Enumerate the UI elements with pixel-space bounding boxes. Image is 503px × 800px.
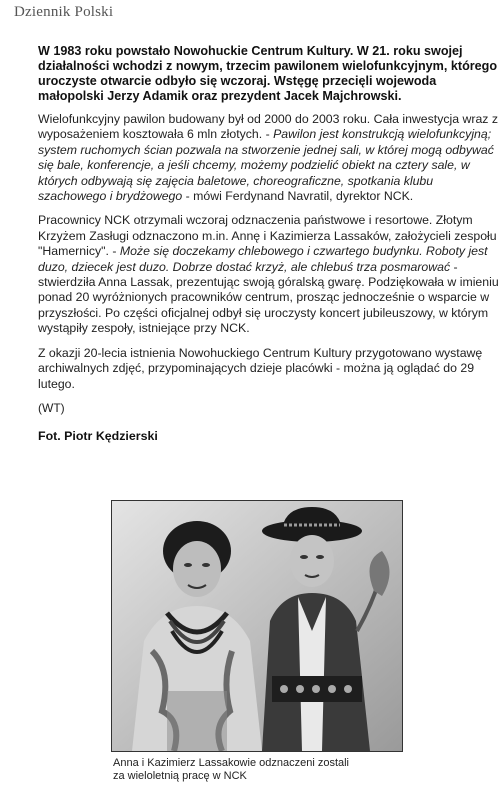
paragraph-exhibition: Z okazji 20-lecia istnienia Nowohuckiego Centrum Kultury przygotowano wystawę archiwalnych zdjęć, przypominających dzieje placówki - można ją oglądać do 29 lutego. (38, 345, 483, 391)
newspaper-masthead: Dziennik Polski (14, 4, 114, 20)
pavilion-intro: Wielofunkcyjny pawilon budowany był od 2000 do 2003 roku. Cała inwestycja wraz z wyposażeniem kosztowała 6 mln złotych. - (38, 112, 499, 142)
paragraph-pavilion (38, 112, 500, 204)
paragraph-awards (38, 213, 500, 336)
photo-caption: Anna i Kazimierz Lassakowie odznaczeni zostali za wieloletnią pracę w NCK (113, 757, 350, 782)
awards-quote: Może się doczekamy chlebowego i czwartego budynku. Roboty jest duzo, dziecek jest duzo. Dobrze dostać krzyż, ale chlebuś trza posmarować (38, 244, 488, 274)
photo-credit: Fot. Piotr Kędzierski (38, 428, 158, 443)
awards-rest: - stwierdziła Anna Lassak, prezentując swoją góralską gwarę. Podziękowała w imieniu ponad 20 wyróżnionych pracowników centrum, prosząc jednocześnie o wsparcie w przyszłości. Po części oficjalnej odbył się uroczysty koncert jubileuszowy, w którym wystąpiły zespoły, istniejące przy NCK. (38, 259, 499, 336)
article-body (38, 44, 500, 443)
photo-couple (111, 500, 403, 752)
pavilion-attribution: - mówi Ferdynand Navratil, dyrektor NCK. (182, 189, 414, 204)
awards-intro: Pracownicy NCK otrzymali wczoraj odznaczenia państwowe i resortowe. Złotym Krzyżem Zasługi odznaczono m.in. Annę i Kazimierza Lassaków, założycieli zespołu "Hamernicy". - (38, 213, 497, 259)
article-lead: W 1983 roku powstało Nowohuckie Centrum Kultury. W 21. roku swojej działalności wchodzi z nowym, trzecim pawilonem wielofunkcyjnym, którego uroczyste otwarcie odbyło się wczoraj. Wstęgę przecięli wojewoda małopolski Jerzy Adamik oraz prezydent Jacek Majchrowski. (38, 44, 498, 103)
pavilion-quote: Pawilon jest konstrukcją wielofunkcyjną; system ruchomych ścian pozwala na stworzenie jednej sali, w której mogą odbywać się bale, konferencje, a jeśli chcemy, możemy podzielić obiekt na cztery sale, w których odbywają się zajęcia baletowe, choreograficzne, spotkania klubu szachowego i brydżowego (38, 127, 494, 204)
photo-illustration (112, 501, 402, 751)
author-signature: (WT) (38, 400, 65, 415)
